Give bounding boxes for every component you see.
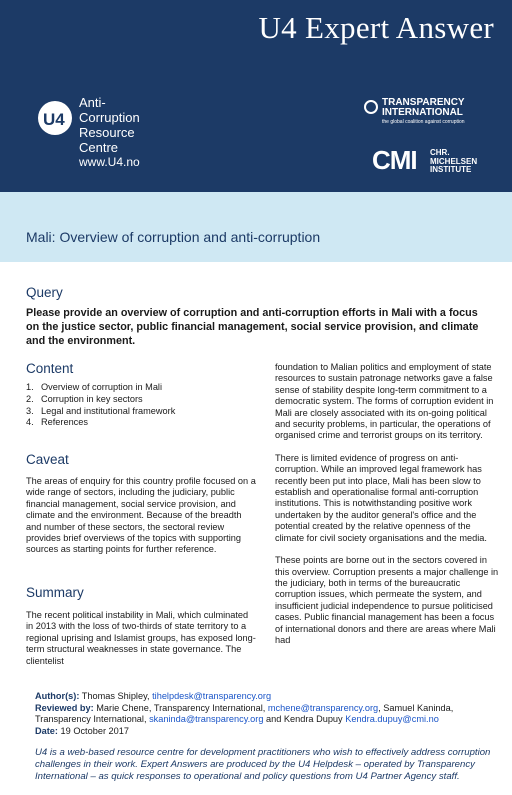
content-heading: Content	[26, 361, 74, 376]
cmi-name	[430, 149, 477, 175]
right-paragraph-3: These points are borne out in the sectors covered in this overview. Corruption presents a major challenge in the judiciary, both in terms of the bureaucratic corruption issues, which permeate the system, and insufficient judicial independence to pursue politicised cases. Public financial management has been a focus of international donors and there are areas where Mali had	[275, 555, 499, 645]
u4-line-4: Centre	[79, 140, 119, 155]
content-item-label: Overview of corruption in Mali	[41, 382, 163, 392]
document-type-title: U4 Expert Answer	[258, 10, 494, 45]
footer-note: U4 is a web-based resource centre for development practitioners who wish to effectively address corruption challenges in their work. Expert Answers are produced by the U4 Helpdesk – operated by Transparency International – as quick responses to operational and policy questions from U4 Partner Agency staff.	[35, 747, 491, 782]
author-name: Thomas Shipley,	[81, 691, 150, 701]
reviewer-2-email-link[interactable]: skaninda@transparency.org	[149, 714, 264, 724]
author-email-link[interactable]: tihelpdesk@transparency.org	[152, 691, 272, 701]
u4-line-1: Anti-	[79, 95, 106, 110]
reviewer-1: Marie Chene, Transparency International,	[96, 702, 266, 713]
ti-name-line-1: TRANSPARENCY	[382, 97, 465, 108]
query-text: Please provide an overview of corruption and anti-corruption efforts in Mali with a focus on the justice sector, public financial management, social service provision, and climate and the environment.	[26, 307, 479, 347]
list-item: 1. Overview of corruption in Mali	[26, 382, 163, 392]
transparency-international-logo	[364, 98, 494, 126]
author-label: Author(s):	[35, 691, 80, 701]
ti-logo-name	[382, 98, 465, 118]
svg-text:U4: U4	[43, 110, 65, 129]
reviewed-line	[35, 703, 505, 726]
reviewed-label: Reviewed by:	[35, 702, 94, 713]
summary-heading: Summary	[26, 585, 84, 600]
reviewer-3-email-link[interactable]: Kendra.dupuy@cmi.no	[345, 714, 439, 724]
content-item-label: References	[41, 417, 88, 428]
globe-icon	[364, 100, 378, 114]
query-heading: Query	[26, 285, 63, 300]
reviewer-3: and Kendra Dupuy	[266, 714, 343, 724]
content-list	[26, 382, 175, 429]
u4-logo-text	[79, 95, 140, 170]
list-item: 4. References	[26, 417, 88, 428]
u4-website[interactable]: www.U4.no	[79, 155, 140, 169]
date-line	[35, 726, 505, 738]
caveat-heading: Caveat	[26, 452, 69, 467]
cmi-name-line-1: CHR.	[430, 148, 450, 157]
u4-line-2: Corruption	[79, 110, 140, 125]
title-banner	[0, 192, 512, 262]
content-item-label: Corruption in key sectors	[41, 393, 143, 404]
ti-tagline: the global coalition against corruption	[382, 119, 465, 125]
right-paragraph-2: There is limited evidence of progress on anti-corruption. While an improved legal framework has recently been put into place, Mali has been slow to establish and operationalise formal anti-corruption institutions. This is notwithstanding positive work undertaken by the auditor general's office and the potential created by the relative openness of the climate for civil society organisations and the media.	[275, 452, 487, 543]
document-title: Mali: Overview of corruption and anti-corruption	[26, 229, 321, 245]
cmi-mark: CMI	[372, 145, 417, 175]
reviewer-2: , Samuel Kaninda, Transparency International,	[35, 702, 454, 724]
date-value: 19 October 2017	[60, 725, 129, 736]
u4-line-3: Resource	[79, 125, 135, 140]
right-paragraph-1: foundation to Malian politics and employment of state resources to sustain patronage networks gave a false sense of stability despite long-term commitment to a democratic system. The forms of corruption evident in Mali are closely associated with its on-going political and security problems, in particular, the operations of organised crime and terrorist groups on its territory.	[275, 362, 494, 441]
cmi-logo	[364, 147, 494, 173]
cmi-name-line-2: MICHELSEN	[430, 156, 478, 166]
credits-block	[35, 691, 505, 737]
list-item: 2. Corruption in key sectors	[26, 393, 143, 404]
author-line	[35, 691, 505, 703]
header-banner	[0, 0, 512, 192]
content-item-label: Legal and institutional framework	[41, 405, 176, 416]
ti-name-line-2: INTERNATIONAL	[382, 107, 463, 118]
cmi-name-line-3: INSTITUTE	[430, 165, 472, 174]
date-label: Date:	[35, 725, 58, 736]
u4-logo-icon	[38, 96, 72, 140]
summary-paragraph: The recent political instability in Mali, which culminated in 2013 with the loss of two-thirds of state territory to a regional uprising and Islamist groups, has exposed long-term structural weaknesses in state governance. The clientelist	[26, 610, 256, 666]
caveat-text	[26, 476, 256, 556]
summary-text	[26, 610, 256, 667]
caveat-paragraph: The areas of enquiry for this country profile focused on a wide range of sectors, including the judiciary, public financial management, social service provision, and climate and the environment. Because of the breadth and number of these sectors, the sectoral review provides brief overviews of the topics with supporting sources as starting points for further reference.	[26, 476, 256, 555]
right-column-text	[275, 362, 500, 646]
list-item: 3. Legal and institutional framework	[26, 405, 176, 416]
reviewer-1-email-link[interactable]: mchene@transparency.org	[267, 702, 379, 713]
